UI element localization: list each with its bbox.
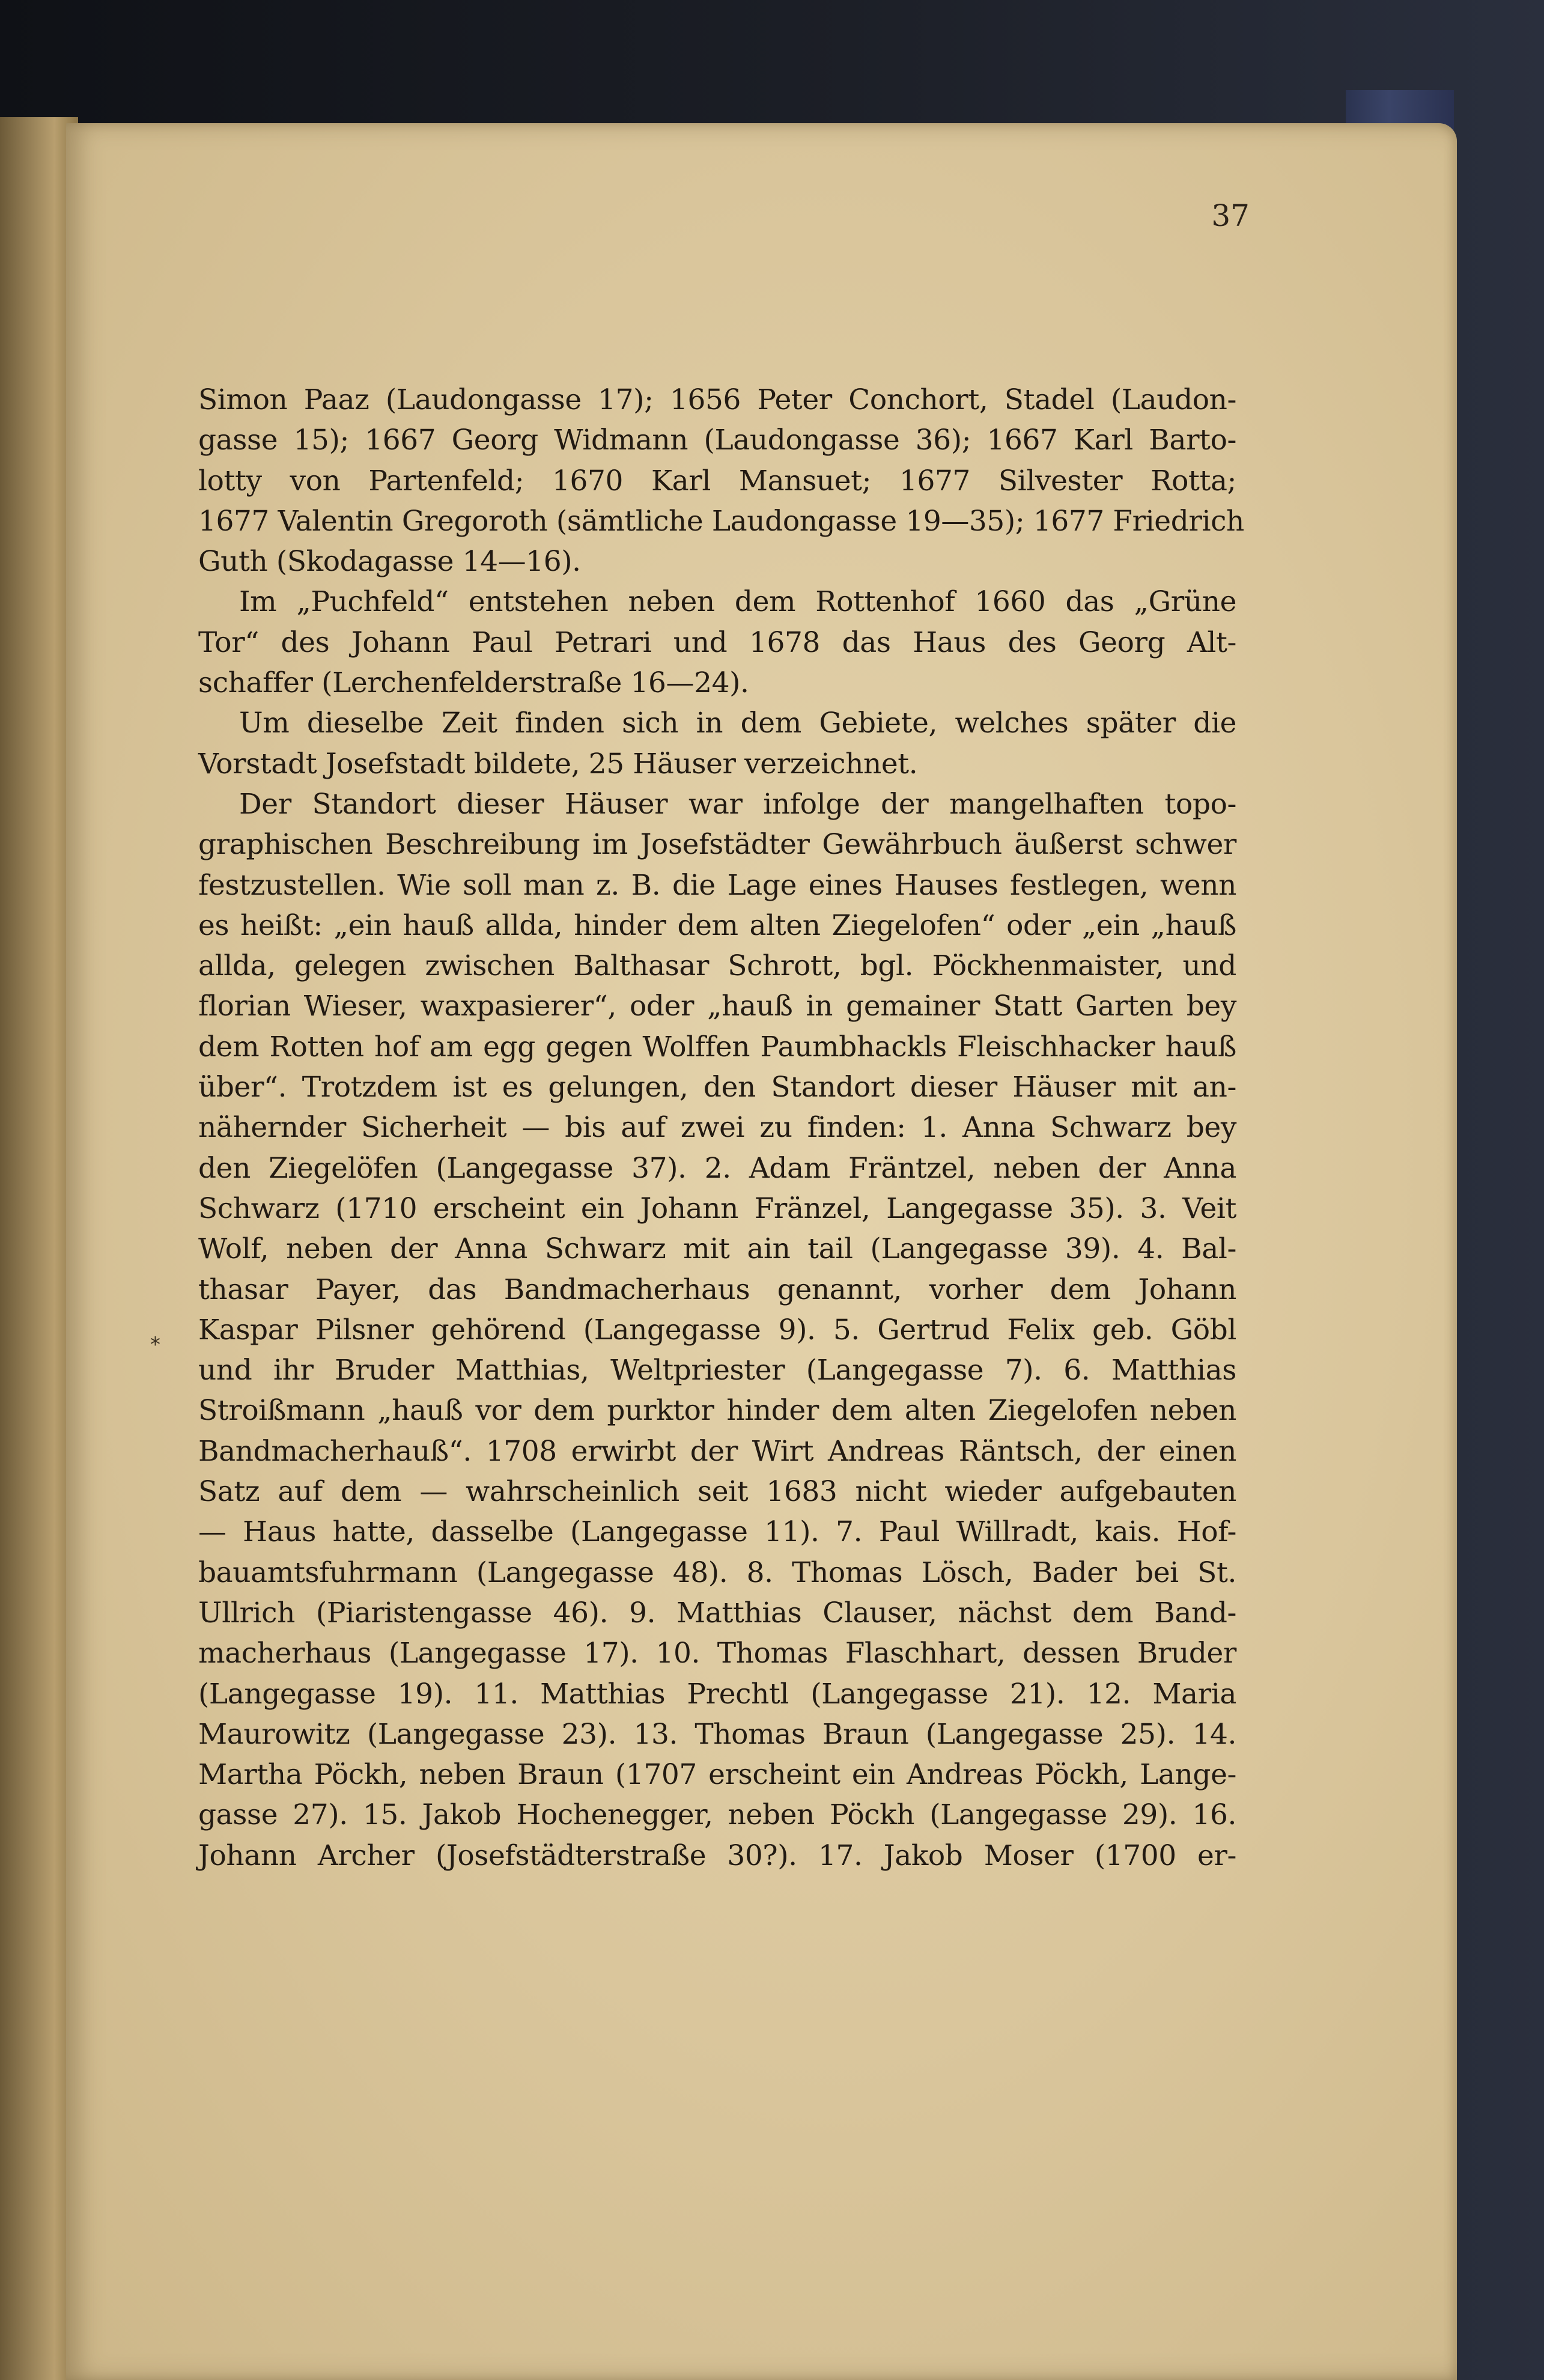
text-line: festzustellen. Wie soll man z. B. die Lage eines Hauses festlegen, wenn [198, 868, 1236, 902]
page-number: 37 [1211, 198, 1250, 233]
text-line: Martha Pöckh, neben Braun (1707 erscheint ein Andreas Pöckh, Lange- [198, 1758, 1236, 1792]
text-line: allda, gelegen zwischen Balthasar Schrott, bgl. Pöckhenmaister, und [198, 949, 1236, 983]
text-line: thasar Payer, das Bandmacherhaus genannt, vorher dem Johann [198, 1273, 1236, 1306]
text-line: Wolf, neben der Anna Schwarz mit ain tail (Langegasse 39). 4. Bal- [198, 1232, 1236, 1266]
text-line: 1677 Valentin Gregoroth (sämtliche Laudongasse 19—35); 1677 Friedrich [198, 504, 1244, 538]
text-line: Tor“ des Johann Paul Petrari und 1678 das Haus des Georg Alt- [198, 625, 1236, 659]
text-line: Bandmacherhauß“. 1708 erwirbt der Wirt Andreas Räntsch, der einen [198, 1434, 1236, 1468]
text-line: (Langegasse 19). 11. Matthias Prechtl (Langegasse 21). 12. Maria [198, 1677, 1236, 1711]
text-line: dem Rotten hof am egg gegen Wolffen Paumbhackls Fleischhacker hauß [198, 1030, 1236, 1064]
text-line: macherhaus (Langegasse 17). 10. Thomas Flaschhart, dessen Bruder [198, 1637, 1236, 1670]
text-line: Schwarz (1710 erscheint ein Johann Fränzel, Langegasse 35). 3. Veit [198, 1192, 1236, 1225]
text-line: Ullrich (Piaristengasse 46). 9. Matthias Clauser, nächst dem Band- [198, 1596, 1236, 1630]
text-line: Der Standort dieser Häuser war infolge der mangelhaften topo- [239, 787, 1236, 821]
text-line: Guth (Skodagasse 14—16). [198, 545, 581, 579]
text-line: Im „Puchfeld“ entstehen neben dem Rottenhof 1660 das „Grüne [239, 585, 1236, 619]
text-line: Um dieselbe Zeit finden sich in dem Gebiete, welches später die [239, 707, 1236, 740]
text-line: nähernder Sicherheit — bis auf zwei zu finden: 1. Anna Schwarz bey [198, 1111, 1236, 1145]
text-line: Vorstadt Josefstadt bildete, 25 Häuser verzeichnet. [198, 747, 918, 781]
text-line: — Haus hatte, dasselbe (Langegasse 11). 7. Paul Willradt, kais. Hof- [198, 1515, 1236, 1549]
text-line: Kaspar Pilsner gehörend (Langegasse 9). 5. Gertrud Felix geb. Göbl [198, 1313, 1236, 1347]
text-line: schaffer (Lerchenfelderstraße 16—24). [198, 666, 749, 700]
text-line: gasse 15); 1667 Georg Widmann (Laudongasse 36); 1667 Karl Barto- [198, 424, 1236, 457]
body-text [198, 380, 1244, 1876]
text-line: lotty von Partenfeld; 1670 Karl Mansuet; 1677 Silvester Rotta; [198, 464, 1236, 498]
margin-mark: * [150, 1333, 160, 1357]
text-line: es heißt: „ein hauß allda, hinder dem alten Ziegelofen“ oder „ein „hauß [198, 908, 1236, 942]
text-line: Stroißmann „hauß vor dem purktor hinder dem alten Ziegelofen neben [198, 1394, 1236, 1428]
text-line: über“. Trotzdem ist es gelungen, den Standort dieser Häuser mit an- [198, 1071, 1236, 1104]
text-line: und ihr Bruder Matthias, Weltpriester (Langegasse 7). 6. Matthias [198, 1354, 1236, 1387]
text-line: den Ziegelöfen (Langegasse 37). 2. Adam Fräntzel, neben der Anna [198, 1151, 1236, 1185]
text-line: Maurowitz (Langegasse 23). 13. Thomas Braun (Langegasse 25). 14. [198, 1717, 1236, 1751]
text-line: gasse 27). 15. Jakob Hochenegger, neben Pöckh (Langegasse 29). 16. [198, 1798, 1236, 1832]
text-line: Satz auf dem — wahrscheinlich seit 1683 nicht wieder aufgebauten [198, 1475, 1236, 1509]
text-line: bauamtsfuhrmann (Langegasse 48). 8. Thomas Lösch, Bader bei St. [198, 1556, 1236, 1589]
text-line: florian Wieser, waxpasierer“, oder „hauß in gemainer Statt Garten bey [198, 990, 1236, 1023]
text-line: Simon Paaz (Laudongasse 17); 1656 Peter Conchort, Stadel (Laudon- [198, 383, 1236, 416]
text-line: graphischen Beschreibung im Josefstädter Gewährbuch äußerst schwer [198, 828, 1236, 862]
text-line: Johann Archer (Josefstädterstraße 30?). 17. Jakob Moser (1700 er- [198, 1839, 1236, 1872]
